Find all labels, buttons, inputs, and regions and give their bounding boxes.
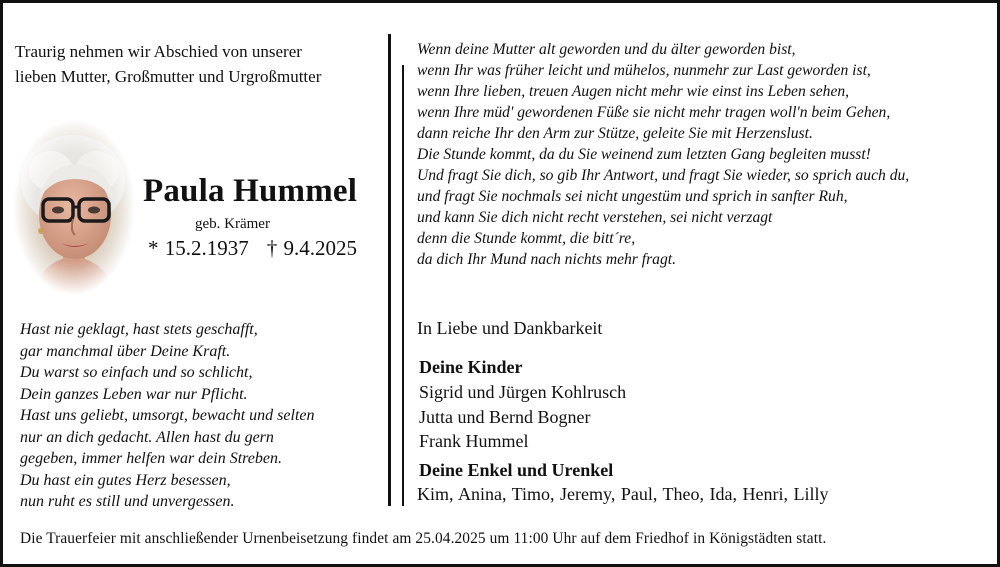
funeral-info: Die Trauerfeier mit anschließender Urnenbeisetzung findet am 25.04.2025 um 11:00 Uhr auf dem Friedhof in Königstädten statt. [20, 530, 827, 547]
poem-line: dann reiche Ihr den Arm zur Stütze, geleite Sie mit Herzenslust. [417, 125, 813, 142]
poem-line: und kann Sie dich nicht recht verstehen, sei nicht verzagt [417, 209, 773, 226]
birth-date: * 15.2.1937 [148, 236, 249, 260]
children-list [419, 380, 626, 454]
poem-right [417, 39, 909, 270]
poem-left [20, 319, 315, 513]
portrait-photo [13, 119, 135, 295]
intro-line: Traurig nehmen wir Abschied von unserer [15, 42, 302, 61]
mourner-name: Jutta und Bernd Bogner [419, 406, 591, 427]
poem-line: Wenn deine Mutter alt geworden und du älter geworden bist, [417, 41, 796, 58]
intro-line: lieben Mutter, Großmutter und Urgroßmutter [15, 67, 322, 86]
poem-line: nur an dich gedacht. Allen hast du gern [20, 428, 274, 446]
death-date: † 9.4.2025 [266, 236, 357, 260]
mourner-name: Sigrid und Jürgen Kohlrusch [419, 382, 627, 402]
poem-line: Hast uns geliebt, umsorgt, bewacht und selten [20, 407, 315, 424]
maiden-name: geb. Krämer [195, 216, 270, 232]
poem-line: wenn Ihre lieben, treuen Augen nicht mehr wie einst ins Leben sehen, [417, 83, 850, 100]
poem-line: wenn Ihre müd' gewordenen Füße sie nicht mehr tragen woll'n beim Gehen, [417, 104, 891, 121]
poem-line: da dich Ihr Mund nach nichts mehr fragt. [417, 251, 677, 268]
poem-line: nun ruht es still und unvergessen. [20, 493, 235, 510]
poem-line: Die Stunde kommt, da du Sie weinend zum letzten Gang begleiten musst! [417, 146, 871, 163]
poem-line: Dein ganzes Leben war nur Pflicht. [20, 385, 248, 403]
poem-line: wenn Ihr was früher leicht und mühelos, nunmehr zur Last geworden ist, [417, 62, 871, 79]
poem-line: Hast nie geklagt, hast stets geschafft, [20, 321, 258, 338]
vertical-divider [388, 34, 391, 506]
poem-line: Du warst so einfach und so schlicht, [20, 364, 253, 381]
poem-line: Du hast ein gutes Herz besessen, [20, 471, 231, 489]
grandchildren-heading: Deine Enkel und Urenkel [419, 460, 614, 480]
children-heading: Deine Kinder [419, 357, 523, 377]
dedication-text: In Liebe und Dankbarkeit [417, 318, 603, 338]
deceased-name: Paula Hummel [143, 173, 358, 209]
grandchildren-list: Kim, Anina, Timo, Jeremy, Paul, Theo, Ida, Henri, Lilly [417, 484, 829, 504]
poem-line: gegeben, immer helfen war dein Streben. [20, 450, 283, 467]
life-dates [148, 236, 357, 261]
poem-line: denn die Stunde kommt, die bitt´re, [417, 230, 636, 247]
vertical-divider-inner [402, 65, 404, 506]
poem-line: Und fragt Sie dich, so gib Ihr Antwort, und fragt Sie wieder, so sprich auch du, [417, 167, 910, 184]
intro-text [15, 39, 321, 89]
mourner-name: Frank Hummel [419, 431, 529, 451]
poem-line: und fragt Sie nochmals sei nicht ungestüm und sprich in sanfter Ruh, [417, 188, 848, 205]
poem-line: gar manchmal über Deine Kraft. [20, 342, 231, 360]
